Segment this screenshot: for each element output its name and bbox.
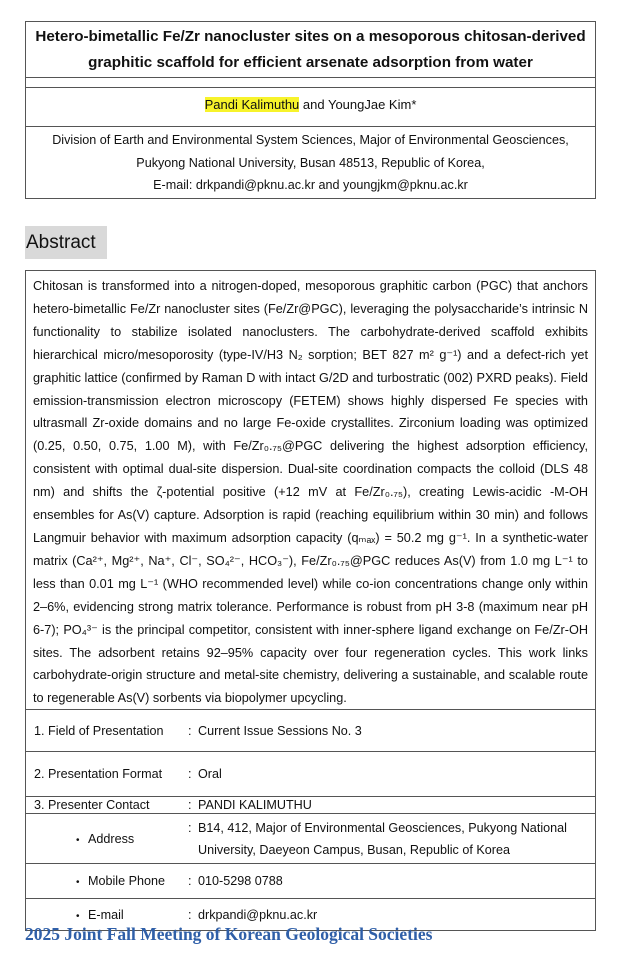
title-box bbox=[25, 21, 596, 78]
colon: : bbox=[188, 907, 192, 922]
bullet-icon: • bbox=[76, 910, 80, 922]
address-row bbox=[26, 814, 596, 864]
author-box bbox=[25, 78, 596, 127]
bullet-icon: • bbox=[76, 834, 80, 846]
contact-value-cell bbox=[186, 797, 596, 814]
field-row bbox=[26, 710, 596, 752]
contact-label: 3. Presenter Contact bbox=[26, 797, 187, 814]
title-line-2: graphitic scaffold for efficient arsenate adsorption from water bbox=[88, 53, 533, 71]
author-divider bbox=[26, 87, 595, 88]
presentation-info-table bbox=[25, 709, 596, 931]
format-value: Oral bbox=[198, 767, 222, 781]
colon: : bbox=[188, 874, 192, 888]
conference-footer: 2025 Joint Fall Meeting of Korean Geological Societies bbox=[25, 924, 433, 944]
contact-row bbox=[26, 797, 596, 814]
phone-row bbox=[26, 864, 596, 899]
co-authors: and YoungJae Kim* bbox=[299, 97, 417, 112]
phone-label: Mobile Phone bbox=[88, 874, 166, 888]
colon: : bbox=[188, 767, 192, 781]
contact-value: PANDI KALIMUTHU bbox=[198, 798, 312, 812]
phone-value-cell bbox=[186, 864, 596, 899]
affiliation-email: E-mail: drkpandi@pknu.ac.kr and youngjkm@pknu.ac.kr bbox=[153, 178, 468, 192]
presenter-name: Pandi Kalimuthu bbox=[204, 97, 300, 112]
address-label: Address bbox=[88, 831, 135, 846]
phone-label-cell bbox=[26, 864, 187, 899]
affiliation-box bbox=[25, 127, 596, 199]
bullet-icon: • bbox=[76, 877, 80, 888]
address-label-cell bbox=[26, 814, 187, 864]
email-label: E-mail bbox=[88, 907, 124, 922]
field-label: 1. Field of Presentation bbox=[26, 710, 187, 752]
address-value-cell bbox=[186, 814, 596, 864]
address-line-2: University, Daeyeon Campus, Busan, Republic of Korea bbox=[198, 842, 510, 857]
email-value: drkpandi@pknu.ac.kr bbox=[198, 907, 318, 922]
title-line-1: Hetero-bimetallic Fe/Zr nanocluster sites on a mesoporous chitosan-derived bbox=[35, 27, 586, 45]
abstract-body: Chitosan is transformed into a nitrogen-doped, mesoporous graphitic carbon (PGC) that anchors hetero-bimetallic Fe/Zr nanocluster sites (Fe/Zr@PGC), leveraging the polysaccharide’s intrinsic N functionality to stabilize isolated nanoclusters. The carbohydrate-derived scaffold exhibits hierarchical micro/mesoporosity (type-IV/H3 N₂ sorption; BET 827 m² g⁻¹) and a defect-rich yet graphitic lattice (confirmed by Raman D with intact G/2D and turbostratic (002) PXRD peaks). Field emission-transmission electron microscopy (FETEM) shows highly dispersed Fe species with ultrasmall Zr-oxide domains and no large Fe-oxide crystallites. Zirconium loading was optimized (0.25, 0.50, 0.75, 1.00 M), with Fe/Zr₀.₇₅@PGC delivering the highest adsorption efficiency, consistent with optimal dual-site dispersion. Dual-site coordination compacts the colloid (DLS 48 nm) and shifts the ζ-potential positive (+12 mV at Fe/Zr₀.₇₅), creating Lewis-acidic -M-OH ensembles for As(V) capture. Adsorption is rapid (reaching equilibrium within 30 min) and follows Langmuir behavior with maximum adsorption capacity (qₘₐₓ) = 50.2 mg g⁻¹. In a synthetic-water matrix (Ca²⁺, Mg²⁺, Na⁺, Cl⁻, SO₄²⁻, HCO₃⁻), Fe/Zr₀.₇₅@PGC reduces As(V) from 1.0 mg L⁻¹ to less than 0.01 mg L⁻¹ (WHO recommended level) while co-ion concentrations change only within 2–6%, evidencing strong matrix tolerance. Performance is robust from pH 3-8 (maximum near pH 6-7); PO₄³⁻ is the principal competitor, consistent with inner-sphere ligand exchange on Fe/Zr-OH sites. The adsorbent retains 92–95% capacity over four regeneration cycles. This work links carbohydrate-origin structure and metal-site chemistry, delivering a sustainable, and scalable route to regenerable As(V) sorbents via biopolymer upcycling. bbox=[25, 270, 596, 710]
colon: : bbox=[188, 820, 192, 835]
field-value-cell bbox=[186, 710, 596, 752]
colon: : bbox=[188, 798, 192, 812]
abstract-heading: Abstract bbox=[25, 226, 107, 259]
paper-title bbox=[35, 24, 585, 76]
colon: : bbox=[188, 723, 192, 738]
format-value-cell bbox=[186, 752, 596, 797]
affiliation-line-1: Division of Earth and Environmental System Sciences, Major of Environmental Geosciences, bbox=[52, 133, 569, 147]
address-line-1: B14, 412, Major of Environmental Geosciences, Pukyong National bbox=[198, 820, 567, 835]
phone-value: 010-5298 0788 bbox=[198, 874, 283, 888]
author-list bbox=[26, 97, 595, 112]
affiliation-line-2: Pukyong National University, Busan 48513, Republic of Korea, bbox=[136, 155, 485, 170]
format-row bbox=[26, 752, 596, 797]
format-label: 2. Presentation Format bbox=[26, 752, 187, 797]
field-value: Current Issue Sessions No. 3 bbox=[198, 723, 362, 738]
